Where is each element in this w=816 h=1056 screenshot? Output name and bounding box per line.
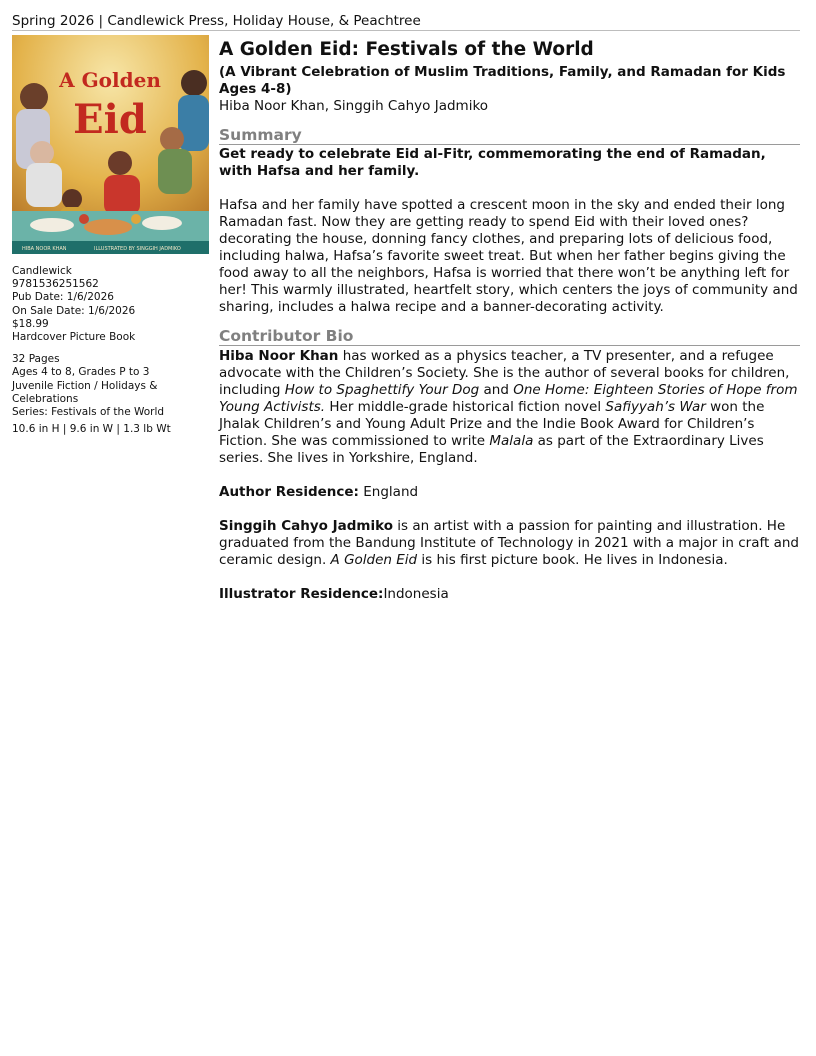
illustrator-name: Singgih Cahyo Jadmiko (219, 518, 394, 534)
on-sale-date: On Sale Date: 1/6/2026 (12, 304, 136, 317)
book-cover-image (12, 35, 209, 254)
book-authors: Hiba Noor Khan, Singgih Cahyo Jadmiko (219, 98, 489, 114)
cover-title-line1: A Golden (59, 68, 161, 92)
summary-heading: Summary (219, 126, 800, 145)
illustrator-residence-value: Indonesia (383, 586, 449, 602)
price: $18.99 (12, 317, 49, 330)
author-bio-text: Her middle-grade historical fiction novel (325, 399, 606, 415)
book-metadata (12, 265, 210, 436)
series: Series: Festivals of the World (12, 406, 165, 419)
cover-title-line2: Eid (73, 96, 147, 143)
book-title: A Golden Eid: Festivals of the World (219, 39, 594, 60)
catalog-header: Spring 2026 | Candlewick Press, Holiday House, & Peachtree (12, 13, 800, 31)
author-bio-text: as part of the Extraordinary Lives series. She lives in Yorkshire, England. (219, 433, 764, 466)
book-reference: A Golden Eid (330, 552, 418, 568)
book-reference: Malala (489, 433, 534, 449)
author-bio-text: won the Jhalak Children’s and Young Adult Prize and the Indie Book Award for Children’s Fiction. She was commissioned to write (219, 399, 765, 449)
author-bio (219, 348, 800, 467)
author-name: Hiba Noor Khan (219, 348, 339, 364)
illustrator-residence (219, 586, 800, 603)
cover-illustrator-credit: ILLUSTRATED BY SINGGIH JADMIKO (94, 246, 181, 252)
main-content (219, 39, 800, 603)
book-subtitle: (A Vibrant Celebration of Muslim Traditions, Family, and Ramadan for Kids Ages 4-8) (219, 64, 786, 97)
isbn: 9781536251562 (12, 278, 99, 291)
illustrator-bio-text: is his first picture book. He lives in Indonesia. (417, 552, 728, 568)
summary-lead: Get ready to celebrate Eid al-Fitr, commemorating the end of Ramadan, with Hafsa and her family. (219, 146, 766, 179)
dimensions: 10.6 in H | 9.6 in W | 1.3 lb Wt (12, 423, 171, 436)
author-bio-text: has worked as a physics teacher, a TV presenter, and a refugee advocate with the Children’s Society. She is the author of several books for children, including (219, 348, 790, 398)
author-residence-value: England (358, 484, 419, 500)
contributor-bio-heading: Contributor Bio (219, 327, 800, 346)
book-reference: Safiyyah’s War (605, 399, 706, 415)
page-count: 32 Pages (12, 353, 60, 366)
category: Juvenile Fiction / Holidays & Celebrations (12, 379, 158, 405)
pub-date: Pub Date: 1/6/2026 (12, 291, 114, 304)
book-reference: One Home: Eighteen Stories of Hope from Young Activists. (219, 382, 798, 415)
author-bio-text: and (479, 382, 514, 398)
sidebar (12, 35, 210, 436)
illustrator-bio (219, 518, 800, 569)
summary-body: Hafsa and her family have spotted a crescent moon in the sky and ended their long Ramadan fast. Now they are getting ready to spend Eid with their loved ones?decorating the house, donning fancy clothes, and preparing lots of delicious food, including halwa, Hafsa’s favorite sweet treat. But when her father begins giving the food away to all the neighbors, Hafsa is worried that there won’t be anything left for her! This warmly illustrated, heartfelt story, which centers the joys of community and sharing, includes a halwa recipe and a banner-decorating activity. (219, 197, 798, 315)
publisher: Candlewick (12, 265, 72, 277)
cover-author-credit: HIBA NOOR KHAN (22, 246, 67, 252)
illustrator-bio-text: is an artist with a passion for painting and illustration. He graduated from the Bandung Institute of Technology in 2021 with a major in craft and ceramic design. (219, 518, 799, 568)
age-range: Ages 4 to 8, Grades P to 3 (12, 366, 150, 379)
author-residence-label: Author Residence: (219, 484, 359, 500)
book-reference: How to Spaghettify Your Dog (284, 382, 480, 398)
author-residence (219, 484, 800, 501)
format: Hardcover Picture Book (12, 331, 136, 344)
illustrator-residence-label: Illustrator Residence: (219, 586, 384, 602)
